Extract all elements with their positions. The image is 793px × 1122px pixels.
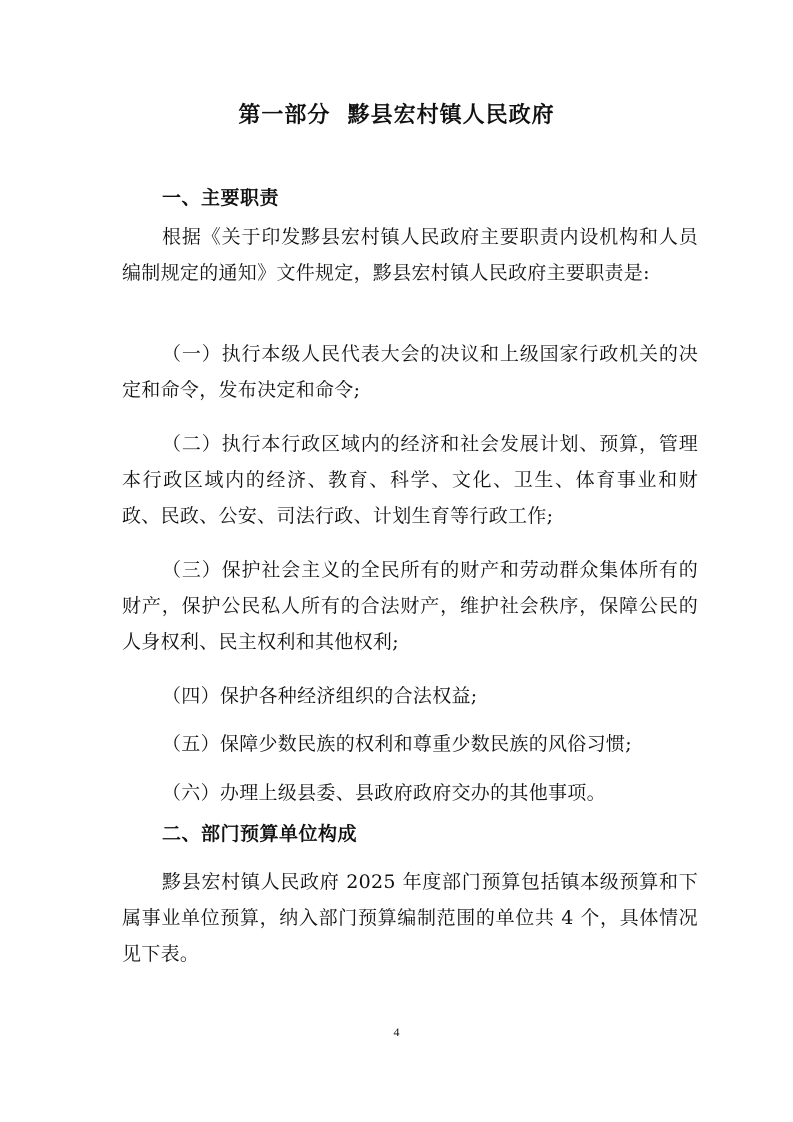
- page-number: 4: [393, 1025, 400, 1039]
- section-heading-main-duties: 一、主要职责: [162, 187, 280, 209]
- duty-item-3: （三）保护社会主义的全民所有的财产和劳动群众集体所有的财产，保护公民私人所有的合法财产，维护社会秩序，保障公民的人身权利、民主权利和其他权利;: [122, 559, 698, 653]
- duty-item-5: （五）保障少数民族的权利和尊重少数民族的风俗习惯;: [162, 733, 632, 755]
- section-heading-budget-units: 二、部门预算单位构成: [162, 823, 358, 845]
- duty-item-1: （一）执行本级人民代表大会的决议和上级国家行政机关的决定和命令，发布决定和命令;: [122, 343, 698, 401]
- duty-item-6: （六）办理上级县委、县政府政府交办的其他事项。: [162, 782, 606, 804]
- duties-intro-paragraph: 根据《关于印发黟县宏村镇人民政府主要职责内设机构和人员编制规定的通知》文件规定，黟县宏村镇人民政府主要职责是:: [122, 226, 698, 284]
- budget-units-paragraph: 黟县宏村镇人民政府 2025 年度部门预算包括镇本级预算和下属事业单位预算，纳入部门预算编制范围的单位共 4 个，具体情况见下表。: [122, 871, 698, 965]
- page-title: 第一部分 黟县宏村镇人民政府: [238, 103, 555, 128]
- duty-item-4: （四）保护各种经济组织的合法权益;: [162, 685, 478, 707]
- duty-item-2: （二）执行本行政区域内的经济和社会发展计划、预算，管理本行政区域内的经济、教育、科学、文化、卫生、体育事业和财政、民政、公安、司法行政、计划生育等行政工作;: [122, 433, 698, 527]
